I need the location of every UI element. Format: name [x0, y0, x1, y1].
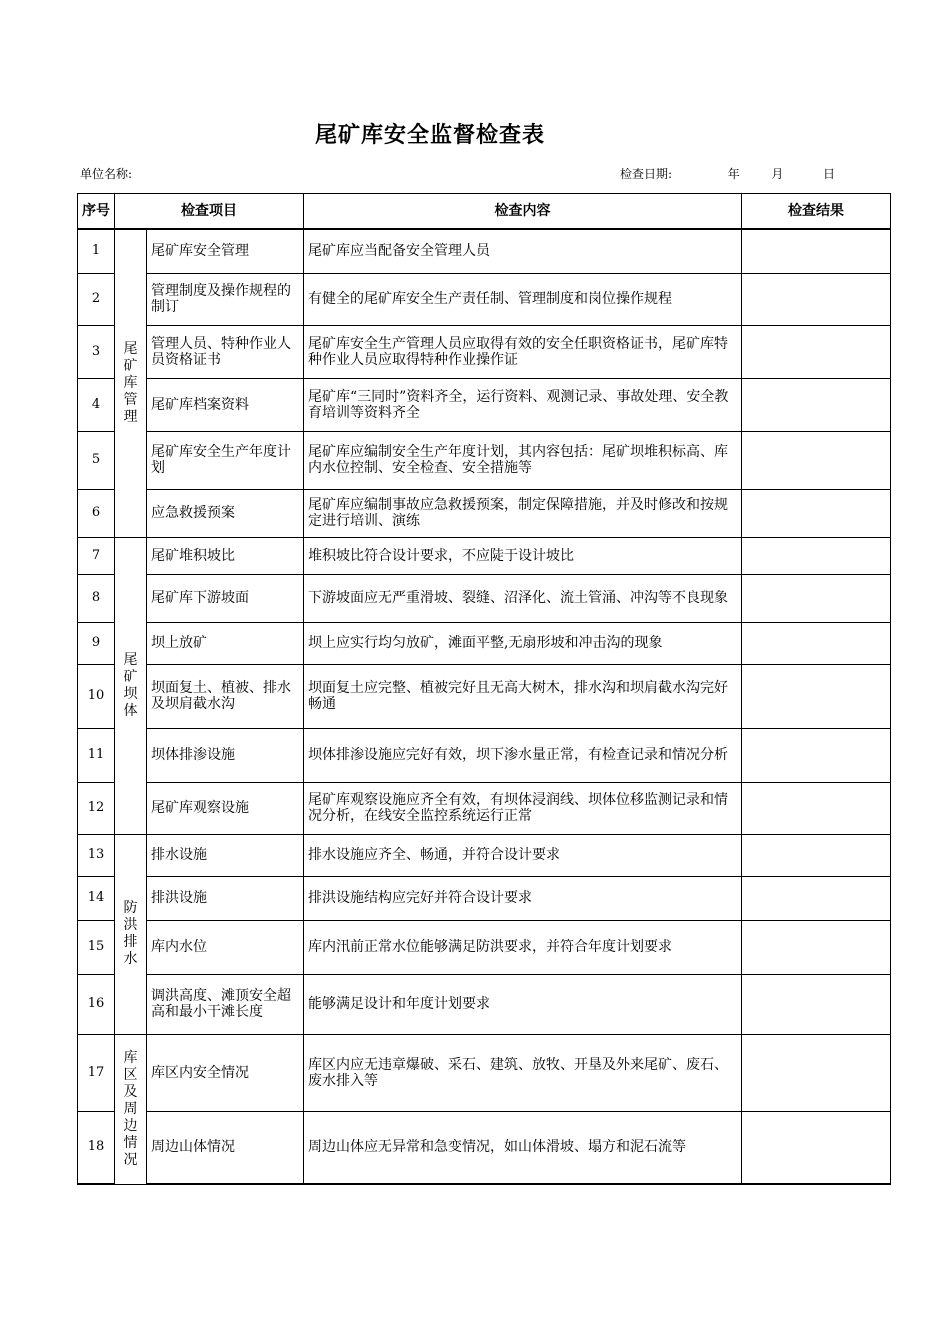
check-content: 有健全的尾矿库安全生产责任制、管理制度和岗位操作规程: [304, 273, 742, 325]
check-item: 排水设施: [147, 834, 304, 876]
check-item: 排洪设施: [147, 876, 304, 920]
row-number: 1: [78, 229, 115, 273]
check-content: 尾矿库应编制安全生产年度计划，其内容包括：尾矿坝堆积标高、库内水位控制、安全检查、安全措施等: [304, 431, 742, 489]
check-content: 库区内应无违章爆破、采石、建筑、放牧、开垦及外来尾矿、废石、废水排入等: [304, 1034, 742, 1111]
category-label: 尾矿库管理: [123, 340, 138, 425]
category-label: 防洪排水: [123, 900, 138, 967]
table-row: [78, 782, 891, 834]
table-row: [78, 1111, 891, 1184]
check-content: 周边山体应无异常和急变情况，如山体滑坡、塌方和泥石流等: [304, 1111, 742, 1184]
table-row: [78, 378, 891, 431]
table-row: [78, 664, 891, 728]
row-number: 12: [78, 782, 115, 834]
row-number: 2: [78, 273, 115, 325]
check-item: 管理制度及操作规程的制订: [147, 273, 304, 325]
unit-name-label: 单位名称:: [80, 167, 133, 181]
table-row: [78, 431, 891, 489]
check-item: 尾矿库观察设施: [147, 782, 304, 834]
row-number: 14: [78, 876, 115, 920]
category-cell: [115, 834, 147, 1034]
check-result-cell[interactable]: [742, 1034, 891, 1111]
check-content: 尾矿库观察设施应齐全有效，有坝体浸润线、坝体位移监测记录和情况分析，在线安全监控系统运行正常: [304, 782, 742, 834]
table-row: [78, 1034, 891, 1111]
row-number: 6: [78, 489, 115, 537]
check-result-cell[interactable]: [742, 1111, 891, 1184]
date-year: 年: [727, 167, 740, 181]
check-item: 尾矿库安全生产年度计划: [147, 431, 304, 489]
check-content: 尾矿库应编制事故应急救援预案，制定保障措施，并及时修改和按规定进行培训、演练: [304, 489, 742, 537]
header-result: 检查结果: [742, 194, 891, 230]
check-content: 能够满足设计和年度计划要求: [304, 974, 742, 1034]
check-item: 尾矿库安全管理: [147, 229, 304, 273]
check-content: 坝面复土应完整、植被完好且无高大树木，排水沟和坝肩截水沟完好畅通: [304, 664, 742, 728]
check-content: 坝上应实行均匀放矿，滩面平整,无扇形坡和冲击沟的现象: [304, 622, 742, 664]
check-result-cell[interactable]: [742, 537, 891, 574]
check-result-cell[interactable]: [742, 229, 891, 273]
check-result-cell[interactable]: [742, 974, 891, 1034]
check-result-cell[interactable]: [742, 489, 891, 537]
check-result-cell[interactable]: [742, 273, 891, 325]
check-item: 尾矿堆积坡比: [147, 537, 304, 574]
row-number: 13: [78, 834, 115, 876]
inspection-table: [77, 193, 891, 1185]
table-row: [78, 974, 891, 1034]
date-day: 日: [823, 167, 836, 181]
category-label: 尾矿坝体: [123, 651, 138, 719]
table-row: [78, 876, 891, 920]
date-label: 检查日期:: [620, 167, 673, 181]
row-number: 17: [78, 1034, 115, 1111]
table-row: [78, 489, 891, 537]
row-number: 4: [78, 378, 115, 431]
check-item: 尾矿库档案资料: [147, 378, 304, 431]
row-number: 5: [78, 431, 115, 489]
check-content: 堆积坡比符合设计要求，不应陡于设计坡比: [304, 537, 742, 574]
row-number: 11: [78, 728, 115, 782]
check-result-cell[interactable]: [742, 325, 891, 378]
check-result-cell[interactable]: [742, 920, 891, 974]
header-content: 检查内容: [304, 194, 742, 230]
check-result-cell[interactable]: [742, 622, 891, 664]
check-item: 调洪高度、滩顶安全超高和最小干滩长度: [147, 974, 304, 1034]
check-content: 尾矿库应当配备安全管理人员: [304, 229, 742, 273]
check-content: 排水设施应齐全、畅通，并符合设计要求: [304, 834, 742, 876]
check-result-cell[interactable]: [742, 431, 891, 489]
check-content: 下游坡面应无严重滑坡、裂缝、沼泽化、流土管涌、冲沟等不良现象: [304, 574, 742, 622]
row-number: 9: [78, 622, 115, 664]
check-result-cell[interactable]: [742, 574, 891, 622]
header-item: 检查项目: [115, 194, 304, 230]
inspection-date: [620, 165, 835, 182]
category-cell: [115, 1034, 147, 1184]
category-cell: [115, 229, 147, 537]
check-item: 坝上放矿: [147, 622, 304, 664]
check-result-cell[interactable]: [742, 728, 891, 782]
check-content: 尾矿库安全生产管理人员应取得有效的安全任职资格证书，尾矿库特种作业人员应取得特种作业操作证: [304, 325, 742, 378]
table-row: [78, 273, 891, 325]
check-content: 排洪设施结构应完好并符合设计要求: [304, 876, 742, 920]
check-result-cell[interactable]: [742, 782, 891, 834]
page-title: 尾矿库安全监督检查表: [314, 123, 545, 148]
table-row: [78, 920, 891, 974]
check-item: 库内水位: [147, 920, 304, 974]
table-row: [78, 229, 891, 273]
row-number: 15: [78, 920, 115, 974]
check-content: 库内汛前正常水位能够满足防洪要求，并符合年度计划要求: [304, 920, 742, 974]
check-result-cell[interactable]: [742, 664, 891, 728]
table-row: [78, 325, 891, 378]
category-cell: [115, 537, 147, 834]
row-number: 8: [78, 574, 115, 622]
table-row: [78, 574, 891, 622]
row-number: 3: [78, 325, 115, 378]
check-result-cell[interactable]: [742, 834, 891, 876]
row-number: 18: [78, 1111, 115, 1184]
row-number: 10: [78, 664, 115, 728]
header-seq: 序号: [78, 194, 115, 230]
check-item: 尾矿库下游坡面: [147, 574, 304, 622]
table-row: [78, 728, 891, 782]
check-result-cell[interactable]: [742, 876, 891, 920]
row-number: 7: [78, 537, 115, 574]
check-content: 尾矿库“三同时”资料齐全，运行资料、观测记录、事故处理、安全教育培训等资料齐全: [304, 378, 742, 431]
check-item: 库区内安全情况: [147, 1034, 304, 1111]
table-row: [78, 622, 891, 664]
check-item: 坝面复土、植被、排水及坝肩截水沟: [147, 664, 304, 728]
date-month: 月: [771, 167, 784, 181]
table-row: [78, 834, 891, 876]
check-content: 坝体排渗设施应完好有效，坝下渗水量正常，有检查记录和情况分析: [304, 728, 742, 782]
table-row: [78, 537, 891, 574]
check-result-cell[interactable]: [742, 378, 891, 431]
check-item: 周边山体情况: [147, 1111, 304, 1184]
table-header-row: [78, 194, 891, 230]
table-body: [78, 229, 891, 1184]
check-item: 坝体排渗设施: [147, 728, 304, 782]
row-number: 16: [78, 974, 115, 1034]
check-item: 应急救援预案: [147, 489, 304, 537]
category-label: 库区及周边情况: [123, 1049, 138, 1168]
check-item: 管理人员、特种作业人员资格证书: [147, 325, 304, 378]
